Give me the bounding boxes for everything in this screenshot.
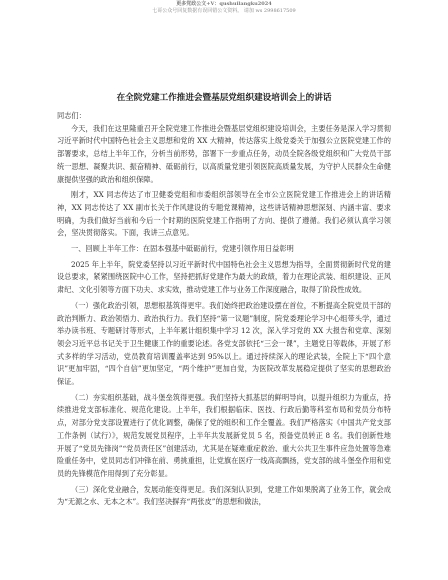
paragraph: （二）夯实组织基础，战斗堡垒筑得更强。我们坚持大抓基层的鲜明导向，以提升组织力为重点，持续推进党支部标准化、规范化建设。上半年，我们根据临床、医技、行政后勤等科室布局和党员分布特点，对部分党支部设置进行了优化调整，确保了党的组织和工作全覆盖。我们严格落实《中国共产党支部工作条例（试行）》，规范发展党员程序，上半年共发展新党员 5 名，预备党员转正 8 名。我们创新性地开展了“党员先锋岗”“党员责任区”创建活动，尤其是在疑难重症救治、重大公共卫生事件应急处置等急难险重任务中，党员同志们冲锋在前、勇挑重担，让党旗在医疗一线高高飘扬，党支部的战斗堡垒作用和党员的先锋模范作用得到了充分彰显。	[57, 392, 391, 478]
section-heading: 一、回顾上半年工作：在固本强基中砥砺前行，党建引领作用日益彰明	[71, 244, 294, 254]
paragraph: 2025 年上半年，院党委坚持以习近平新时代中国特色社会主义思想为指导，全面贯彻新时代党的建设总要求，紧紧围绕医院中心工作，坚持把抓好党建作为最大的政绩，着力在理论武装、组织建设、正风肃纪、文化引领等方面下功夫、求实效，推动党建工作与业务工作深度融合，取得了阶段性成效。	[57, 259, 391, 295]
header-line-1: 更多党政公文+V：qushuilangku2024	[176, 1, 272, 7]
salutation: 同志们：	[57, 111, 86, 120]
paragraph: 今天，我们在这里隆重召开全院党建工作推进会暨基层党组织建设培训会，主要任务是深入学习贯彻习近平新时代中国特色社会主义思想和党的 XX 大精神，传达落实上级党委关于加强公立医院党建工作的部署要求，总结上半年工作，分析当前形势，部署下一步重点任务，动员全院各级党组织和广大党员干部统一思想、凝聚共识、振奋精神、砥砺前行，以高质量党建引领医院高质量发展，为守护人民群众生命健康提供坚强的政治和组织保障。	[57, 123, 391, 184]
paragraph: （三）深化党业融合，发展动能变得更足。我们深刻认识到，党建工作如果脱离了业务工作，就会成为“无源之水、无本之木”。我们坚决摒弃“两张皮”的思想和做法，	[57, 484, 391, 507]
document-body	[57, 110, 391, 509]
paragraph: （一）强化政治引领，思想根基筑得更牢。我们始终把政治建设摆在首位，不断提高全院党员干部的政治判断力、政治领悟力、政治执行力。我们坚持“第一议题”制度，院党委理论学习中心组带头学，通过举办读书班、专题研讨等形式，上半年累计组织集中学习 12 次，深入学习党的 XX 大报告和党章、深刻领会习近平总书记关于卫生健康工作的重要论述。各党支部依托“三会一课”，主题党日等载体，开展了形式多样的学习活动，党员教育培训覆盖率达到 95%以上。通过持续深入的理论武装，全院上下“四个意识”更加牢固，“四个自信”更加坚定，“两个维护”更加自觉，为医院改革发展稳定提供了坚实的思想政治保证。	[57, 300, 391, 387]
header-line-2: 七哥公众号回复数据有误回错公文资料。 请加 ws 2998617509	[152, 8, 296, 14]
paragraph: 刚才，XX 同志传达了市卫健委党组和市委组织部领导在全市公立医院党建工作推进会上的讲话精神，XX 同志传达了 XX 副市长关于作风建设的专题党课精神，这些讲话精神思想深刻、内涵丰富、要求明确，为我们做好当前和今后一个时期的医院党建工作指明了方向、提供了遵循。我们必须认真学习领会，坚决贯彻落实。下面，我讲三点意见。	[57, 190, 391, 238]
document-title: 在全院党建工作推进会暨基层党组织建设培训会上的讲话	[116, 93, 332, 103]
